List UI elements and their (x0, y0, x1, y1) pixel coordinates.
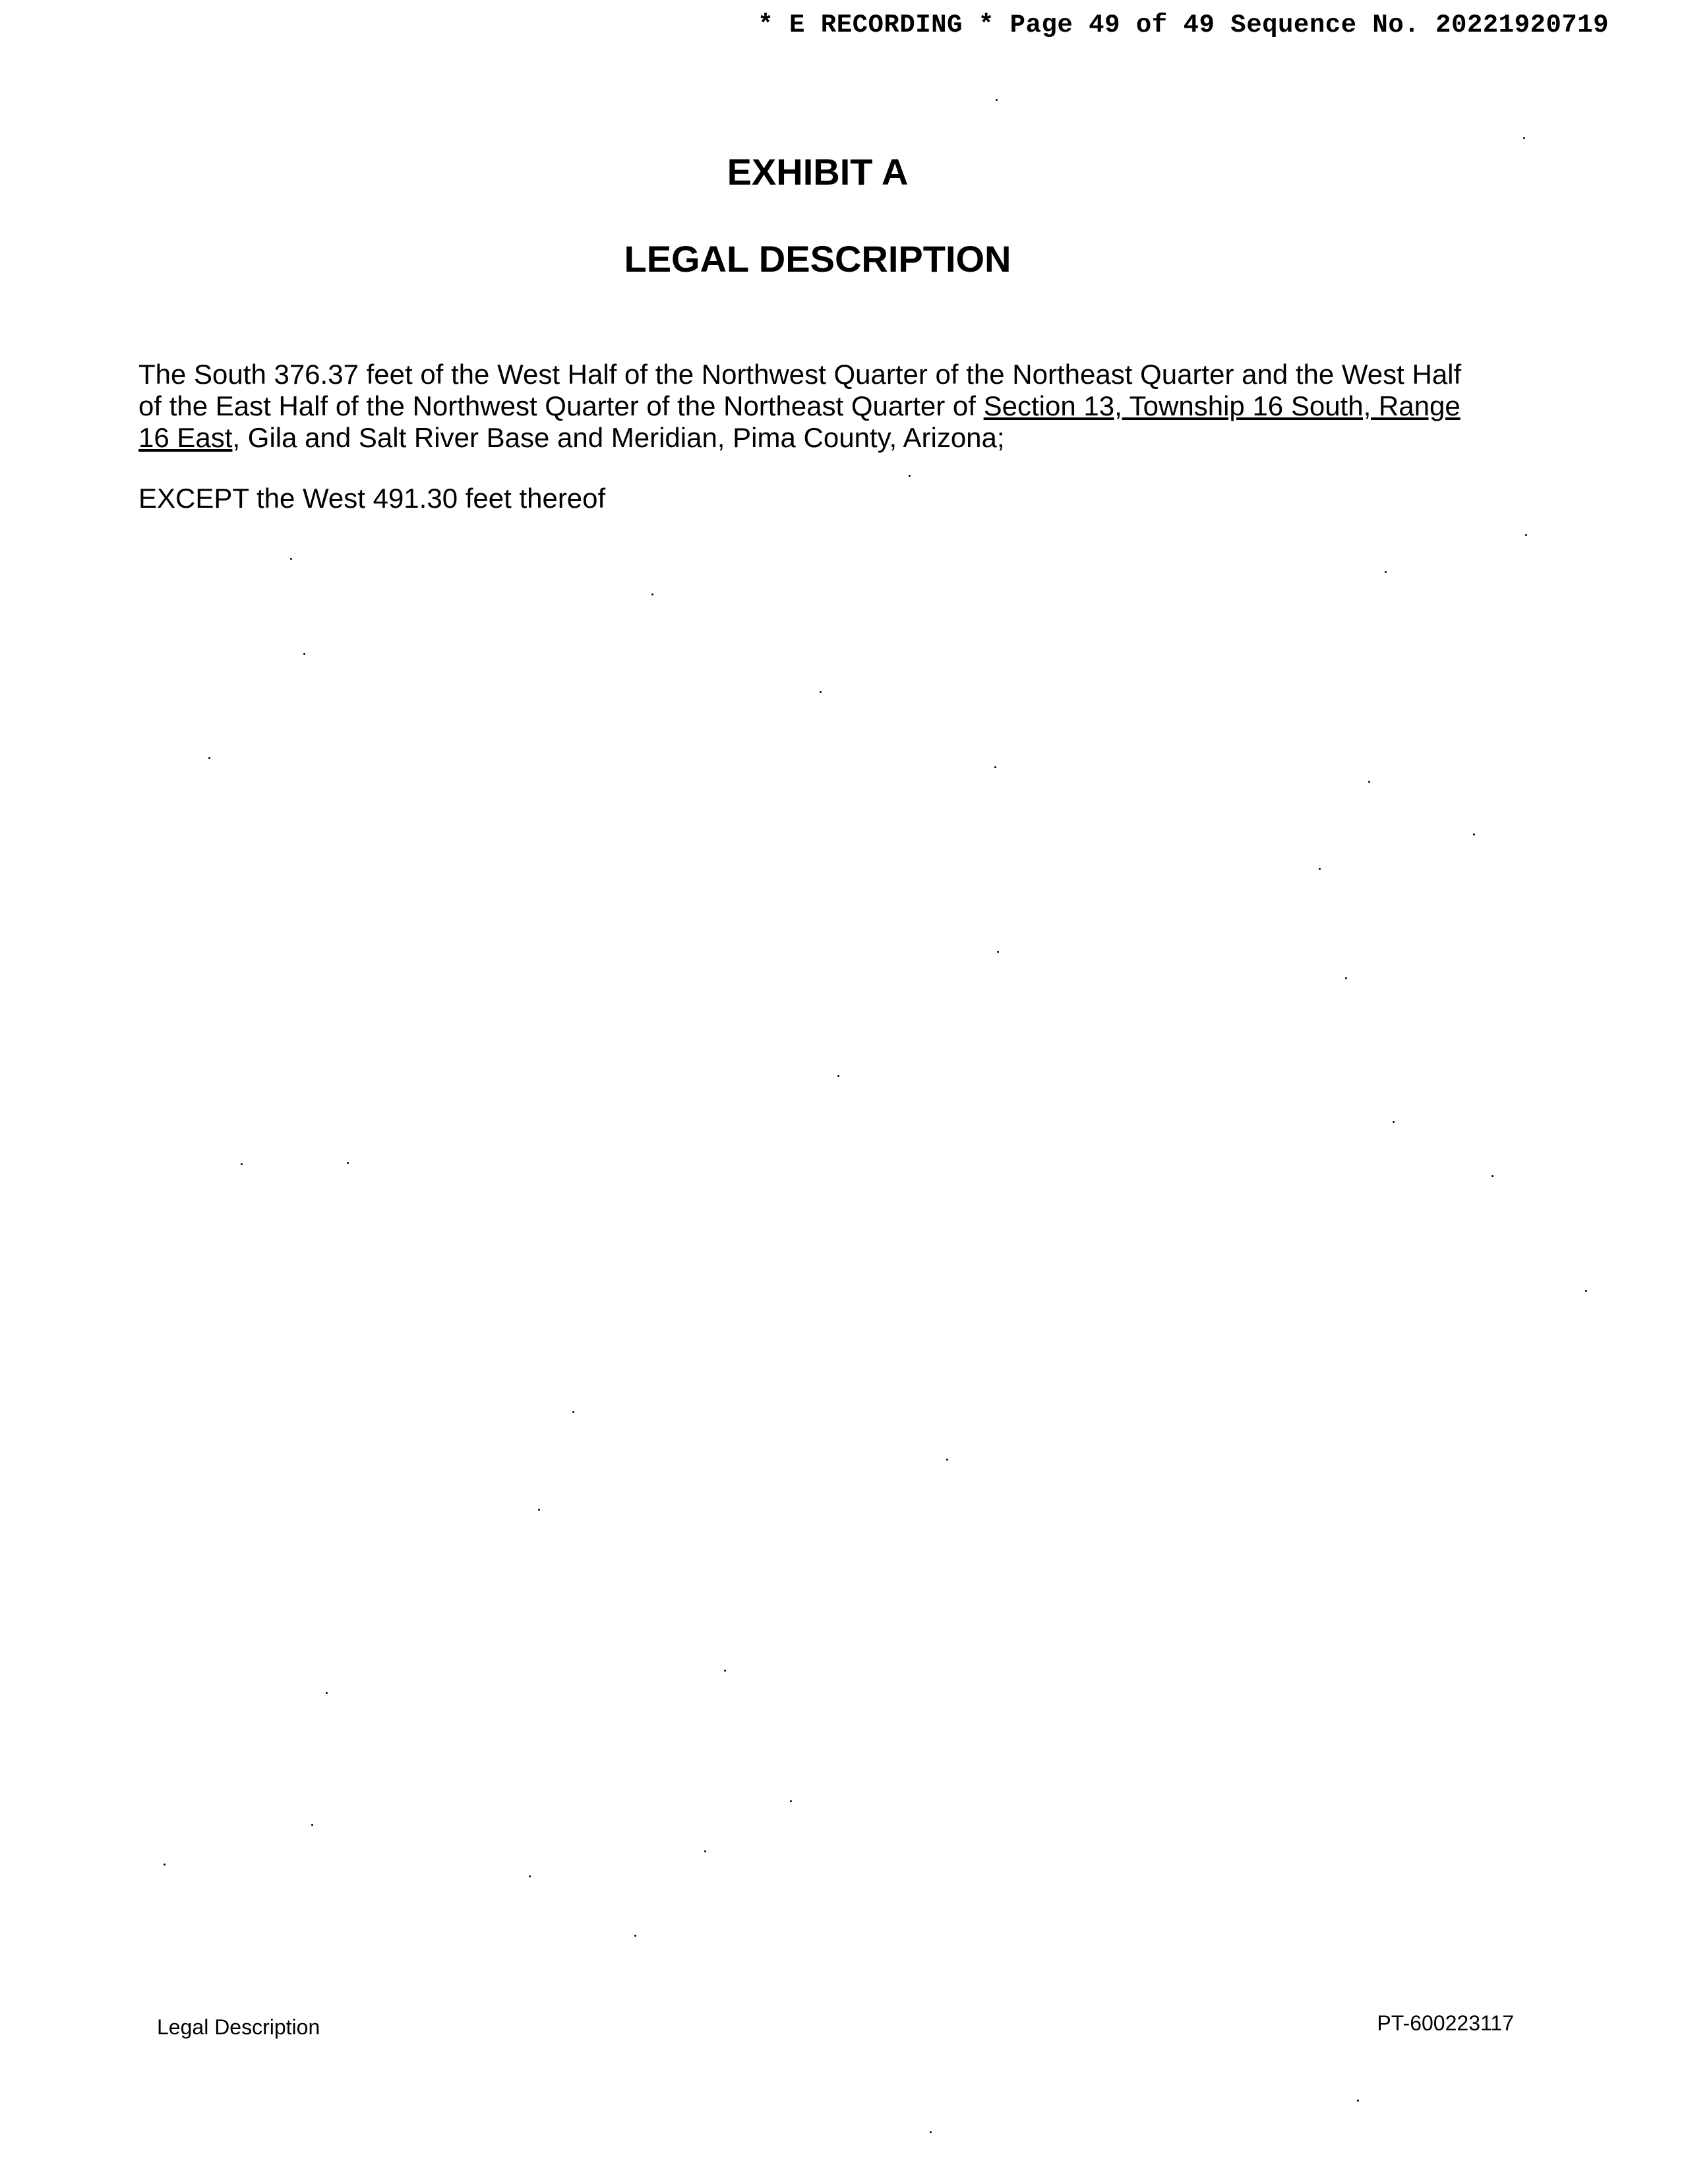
footer-left-label: Legal Description (157, 2015, 320, 2039)
scan-speck (994, 766, 996, 768)
exhibit-title: EXHIBIT A (727, 151, 909, 193)
scan-speck (651, 593, 653, 595)
scan-speck (311, 1824, 313, 1826)
scan-speck (164, 1864, 166, 1866)
scan-speck (347, 1162, 349, 1164)
scan-speck (1368, 781, 1370, 783)
scan-speck (1585, 1290, 1587, 1292)
scan-speck (290, 558, 292, 560)
scan-speck (326, 1692, 328, 1694)
scan-speck (1473, 834, 1475, 835)
footer-document-number: PT-600223117 (1377, 2011, 1514, 2035)
recording-header: * E RECORDING * Page 49 of 49 Sequence No. 20221920719 (758, 11, 1609, 40)
paragraph-text-end: , Gila and Salt River Base and Meridian, Pima County, Arizona; (232, 422, 1005, 453)
scan-speck (930, 2131, 932, 2133)
scan-speck (634, 1935, 636, 1937)
scan-speck (1525, 534, 1527, 536)
scan-speck (1345, 977, 1347, 979)
scan-speck (790, 1800, 792, 1802)
scan-speck (208, 757, 210, 759)
scan-speck (996, 99, 998, 101)
scan-speck (1523, 137, 1525, 139)
scan-speck (704, 1850, 706, 1852)
scan-speck (946, 1459, 948, 1461)
scan-speck (1385, 571, 1387, 573)
scan-speck (724, 1670, 726, 1672)
scan-speck (1319, 868, 1321, 870)
scan-speck (538, 1509, 540, 1511)
scan-speck (997, 951, 999, 953)
scan-speck (1492, 1175, 1493, 1177)
except-clause: EXCEPT the West 491.30 feet thereof (138, 483, 606, 514)
scan-speck (241, 1163, 243, 1165)
paragraph-text-start: The South 376.37 feet of the West Half of the Northwest Quarter of the Northeast Quarter and the West Half of the East Half of the Northwest Quarter of the Northeast Quarter of (138, 359, 1462, 421)
scan-speck (909, 475, 911, 477)
scan-speck (572, 1411, 574, 1413)
scan-speck (837, 1075, 839, 1077)
legal-description-title: LEGAL DESCRIPTION (624, 238, 1011, 280)
scan-speck (303, 653, 305, 655)
scan-speck (529, 1875, 531, 1877)
scan-speck (1393, 1121, 1395, 1123)
scan-speck (1357, 2100, 1359, 2102)
legal-description-paragraph (138, 359, 1490, 454)
section-township-range: Section 13, Township 16 South, Range 16 East (138, 390, 1461, 453)
scan-speck (820, 691, 822, 693)
